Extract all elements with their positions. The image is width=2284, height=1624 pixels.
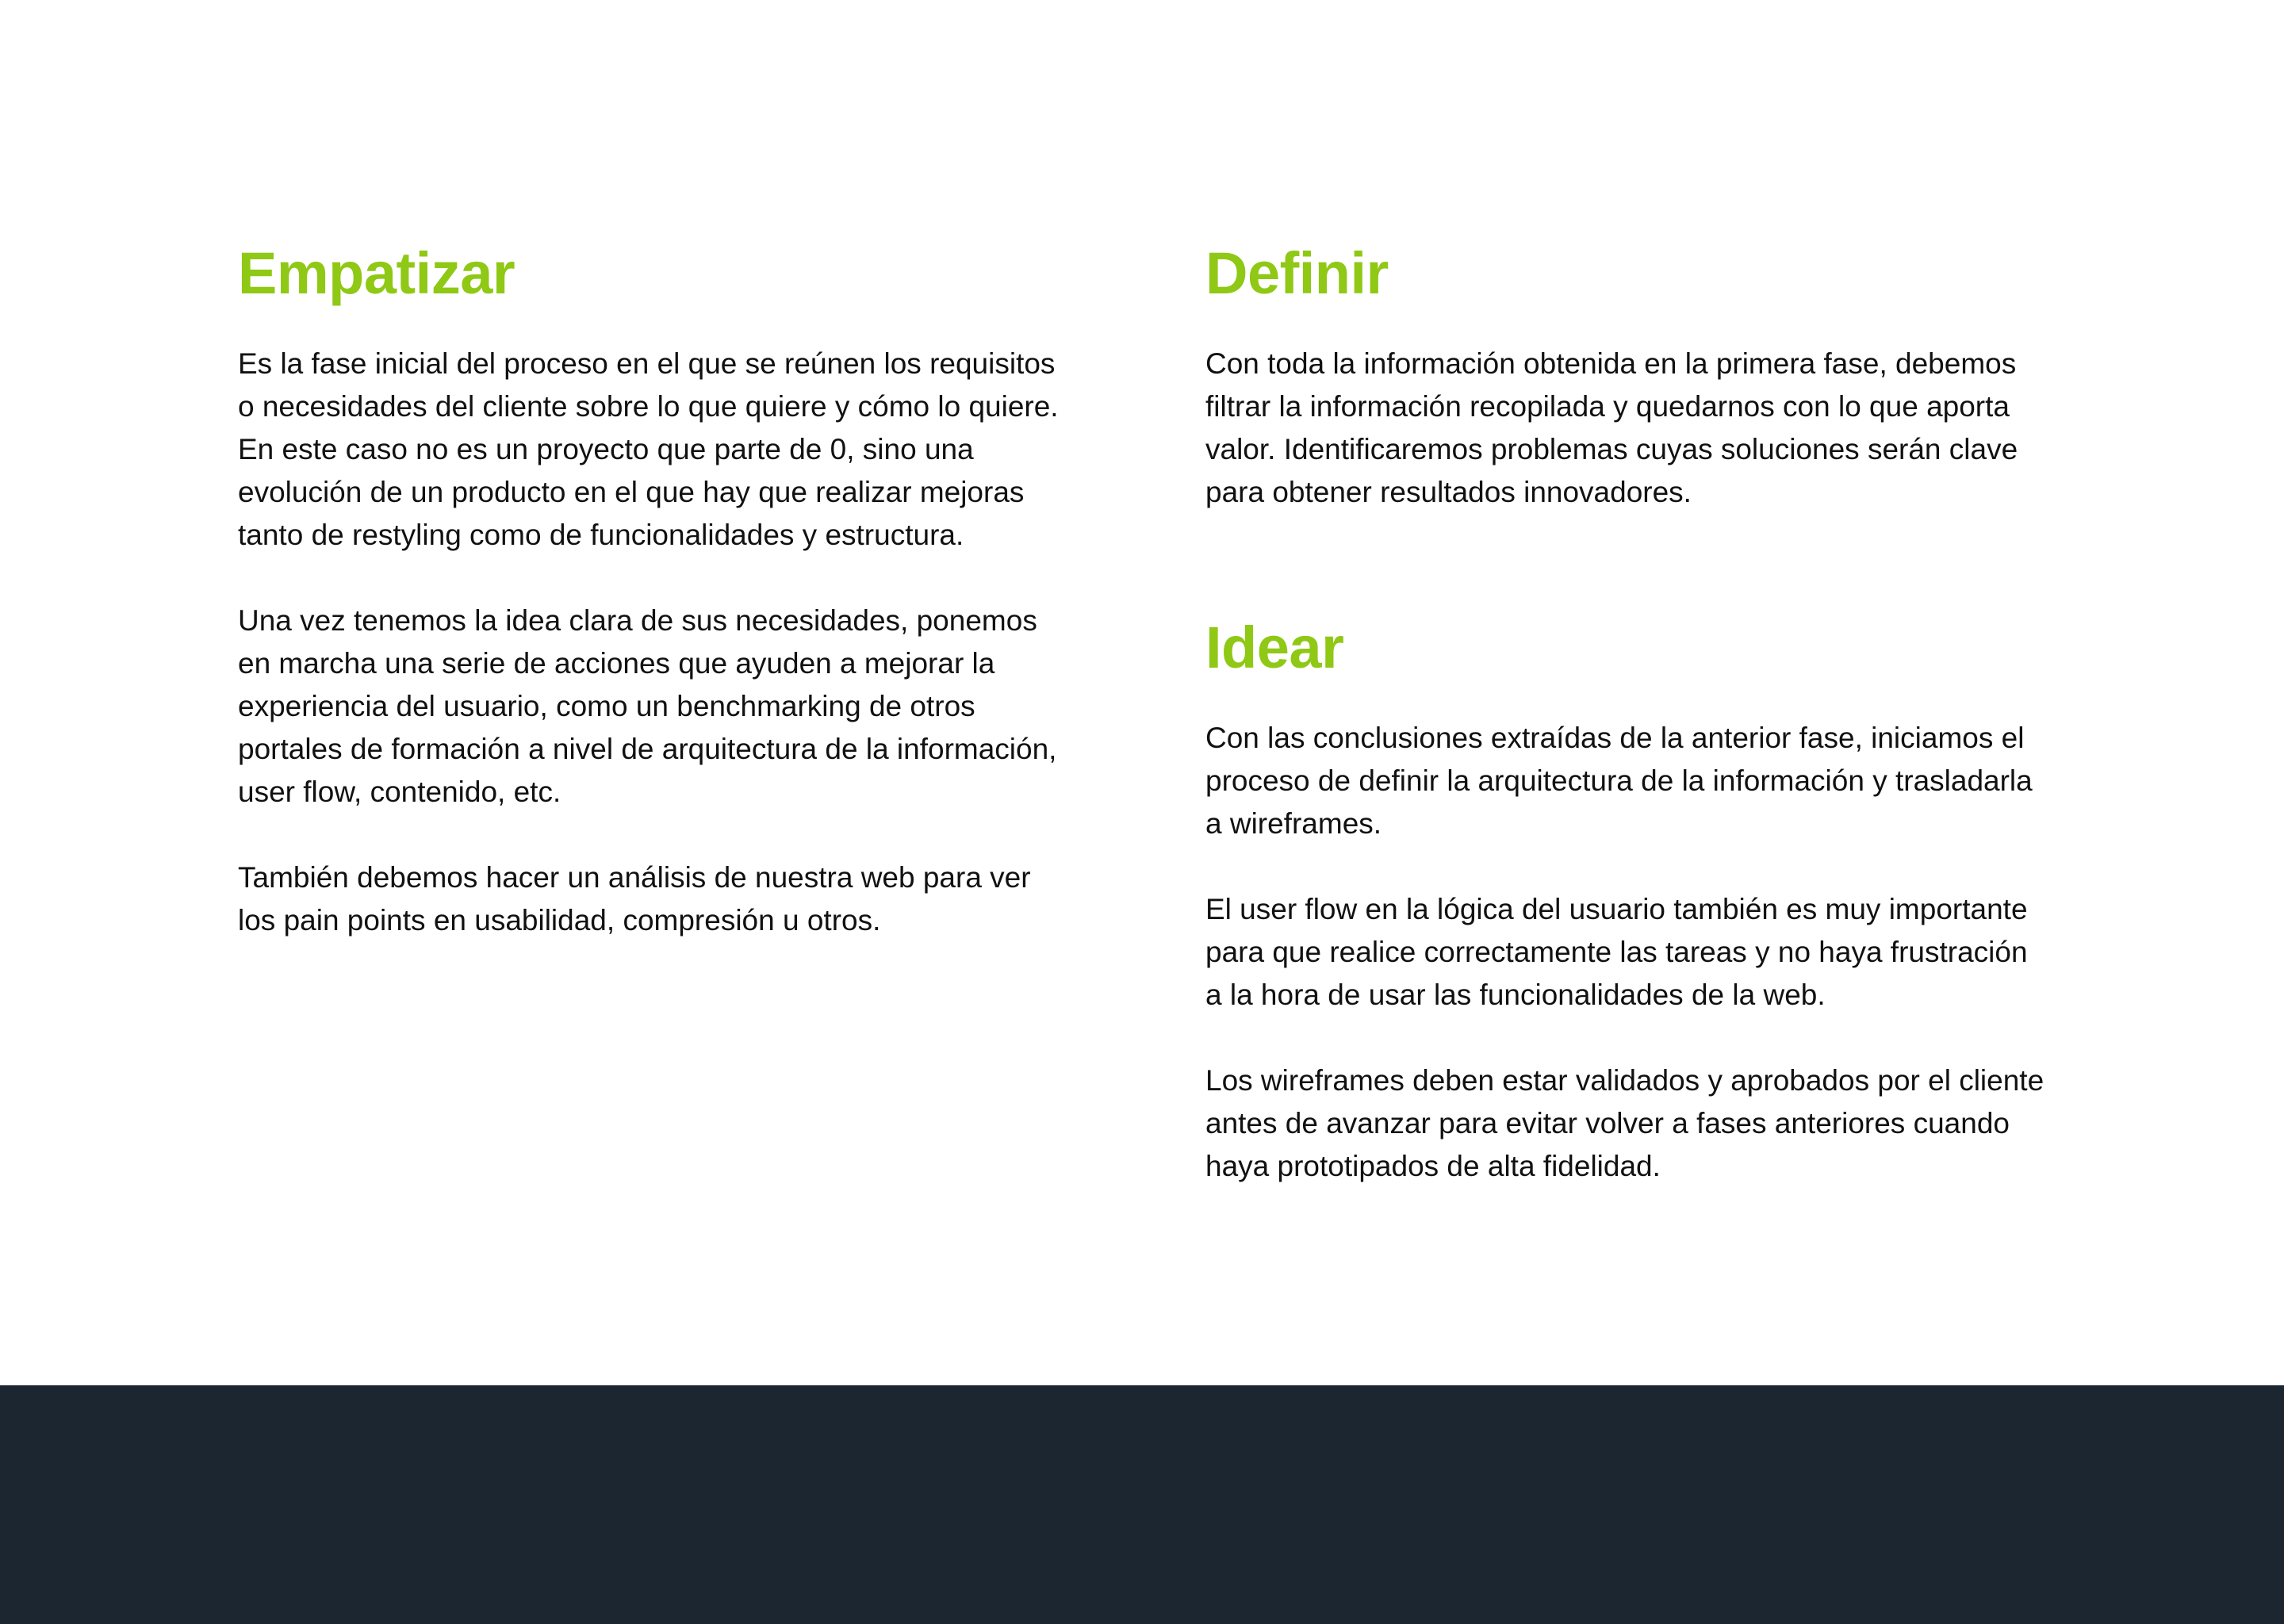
definir-paragraph-1: Con toda la información obtenida en la primera fase, debemos filtrar la información recopilada y quedarnos con lo que aporta valor. Identificaremos problemas cuyas soluciones serán clave para obtener resultados innovadores. xyxy=(1205,347,2018,508)
empatizar-section xyxy=(238,238,1126,942)
empatizar-paragraph-3: También debemos hacer un análisis de nuestra web para ver los pain points en usabilidad, compresión u otros. xyxy=(238,861,1031,936)
empatizar-title: Empatizar xyxy=(238,240,515,306)
idear-paragraph-3: Los wireframes deben estar validados y aprobados por el cliente antes de avanzar para evitar volver a fases anteriores cuando haya prototipados de alta fidelidad. xyxy=(1205,1064,2044,1182)
definir-section xyxy=(1205,238,2094,514)
idear-paragraph-2: El user flow en la lógica del usuario también es muy importante para que realice correctamente las tareas y no haya frustración a la hora de usar las funcionalidades de la web. xyxy=(1205,893,2028,1011)
footer-band xyxy=(0,1385,2284,1624)
empatizar-paragraph-2: Una vez tenemos la idea clara de sus necesidades, ponemos en marcha una serie de acciones que ayuden a mejorar la experiencia del usuario, como un benchmarking de otros portales de formación a nivel de arquitectura de la información, user flow, contenido, etc. xyxy=(238,604,1057,808)
right-column xyxy=(1205,238,2094,1188)
definir-title: Definir xyxy=(1205,240,1389,306)
empatizar-paragraph-1: Es la fase inicial del proceso en el que se reúnen los requisitos o necesidades del cliente sobre lo que quiere y cómo lo quiere. En este caso no es un proyecto que parte de 0, sino una evolución de un producto en el que hay que realizar mejoras tanto de restyling como de funcionalidades y estructura. xyxy=(238,347,1059,551)
idear-title: Idear xyxy=(1205,615,1344,680)
idear-paragraph-1: Con las conclusiones extraídas de la anterior fase, iniciamos el proceso de definir la arquitectura de la información y trasladarla a wireframes. xyxy=(1205,722,2033,840)
idear-section xyxy=(1205,612,2094,1188)
